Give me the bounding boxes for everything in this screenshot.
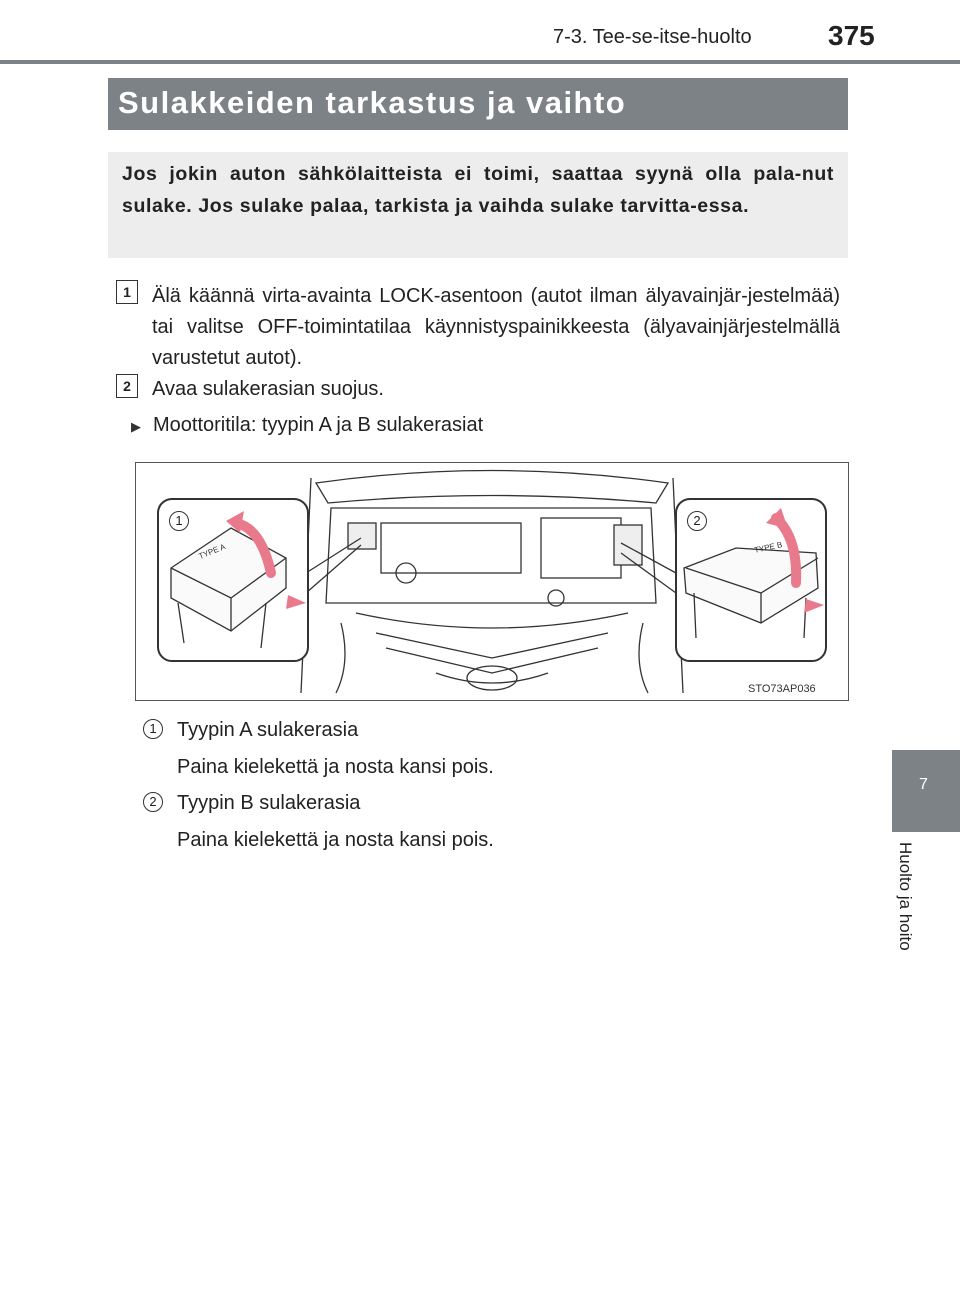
page-title: Sulakkeiden tarkastus ja vaihto <box>118 85 627 120</box>
caption-2-title: Tyypin B sulakerasia <box>177 792 361 814</box>
caption-1-desc: Paina kielekettä ja nosta kansi pois. <box>177 756 494 778</box>
step-number-2: 2 <box>116 374 138 398</box>
bullet-arrow-icon: ▶ <box>131 419 141 434</box>
running-header-section: 7-3. Tee-se-itse-huolto <box>553 26 752 48</box>
caption-1-title: Tyypin A sulakerasia <box>177 719 359 741</box>
engine-bay-figure <box>135 462 849 701</box>
step-number-1: 1 <box>116 280 138 304</box>
figure-callout-1: 1 <box>169 511 189 531</box>
figure-callout-2: 2 <box>687 511 707 531</box>
fuse-box-a-label: TYPE A <box>197 542 227 561</box>
chapter-label: Huolto ja hoito <box>896 842 915 951</box>
step-1-text: Älä käännä virta-avainta LOCK-asentoon (autot ilman älyavainjär-jestelmää) tai valitse OFF-toimintatilaa käynnistyspainikkeesta (älyavainjärjestelmällä varustetut autot). <box>152 285 840 369</box>
intro-text: Jos jokin auton sähkölaitteista ei toimi, saattaa syynä olla pala-nut sulake. Jos sulake palaa, tarkista ja vaihda sulake tarvitta-essa. <box>122 163 834 217</box>
header-rule <box>0 60 960 64</box>
figure-code: STO73AP036 <box>748 683 816 695</box>
fuse-box-b-label: TYPE B <box>753 540 784 555</box>
caption-callout-2: 2 <box>143 792 163 812</box>
page-number: 375 <box>828 20 875 51</box>
caption-2-desc: Paina kielekettä ja nosta kansi pois. <box>177 829 494 851</box>
substep-text: Moottoritila: tyypin A ja B sulakerasiat <box>153 414 484 436</box>
engine-bay-illustration <box>136 463 848 700</box>
step-2-text: Avaa sulakerasian suojus. <box>152 378 384 400</box>
chapter-number: 7 <box>919 776 928 793</box>
caption-callout-1: 1 <box>143 719 163 739</box>
